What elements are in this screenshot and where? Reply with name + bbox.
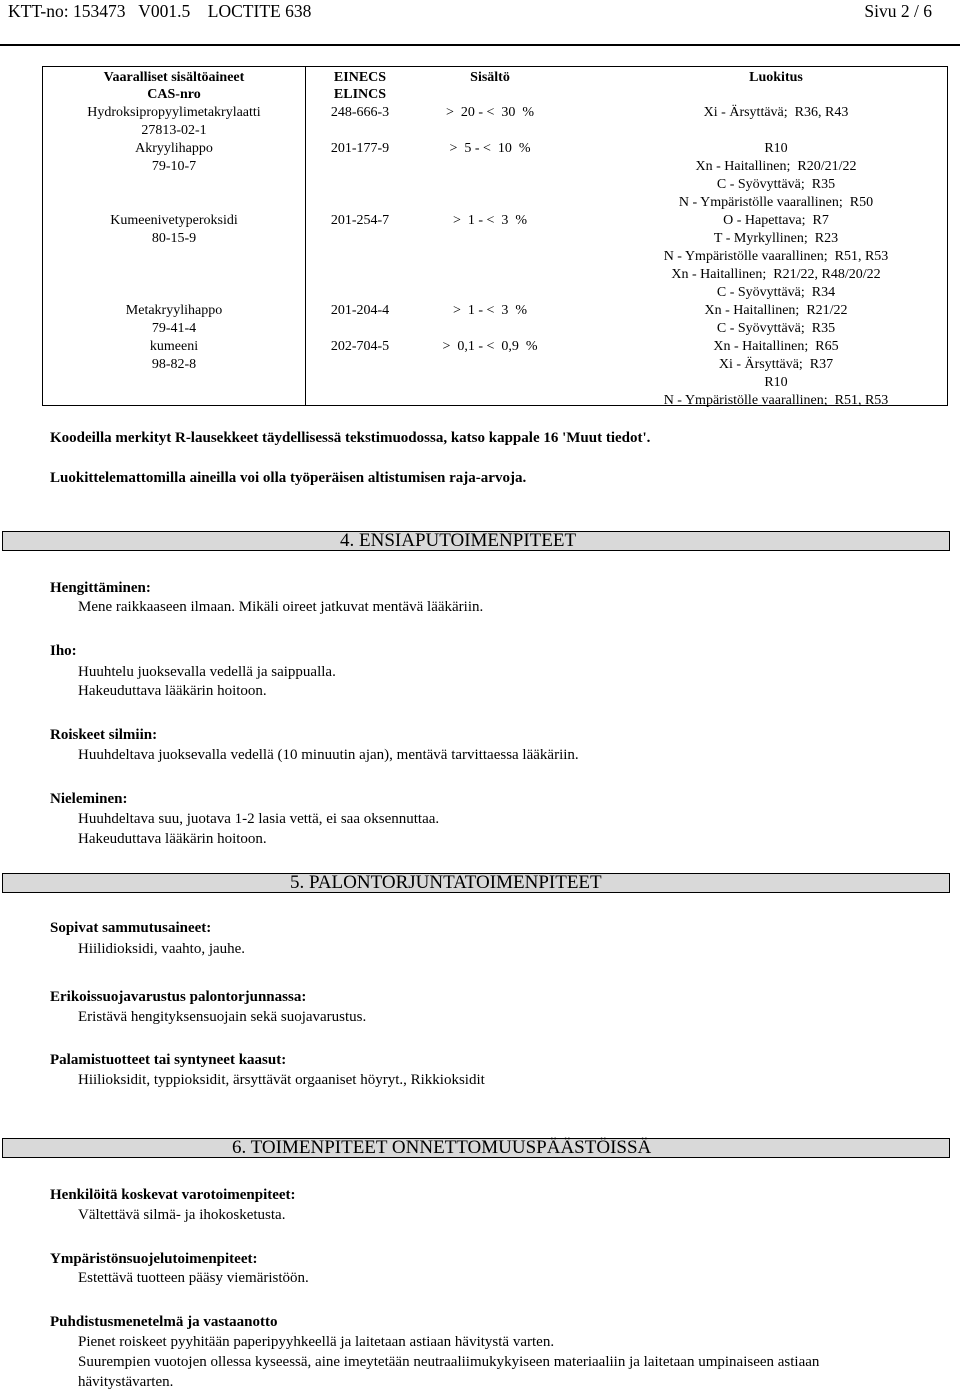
skin-label: Iho:: [50, 643, 77, 659]
ingestion-text: Hakeuduttava lääkärin hoitoon.: [78, 831, 267, 847]
substance-content: > 0,1 - < 0,9 %: [442, 339, 538, 354]
page-header: [8, 0, 952, 26]
substance-name: kumeeni: [149, 339, 199, 354]
substance-ec: 202-704-5: [330, 339, 390, 354]
substance-ec: 201-204-4: [330, 303, 390, 318]
substance-class: N - Ympäristölle vaarallinen; R51, R53: [663, 393, 889, 408]
substance-content: > 5 - < 10 %: [449, 141, 531, 156]
inhalation-label: Hengittäminen:: [50, 580, 151, 596]
header-elincs: ELINCS: [333, 87, 387, 102]
substance-class: C - Syövyttävä; R35: [716, 177, 836, 192]
header-substances: Vaaralliset sisältöaineet: [103, 70, 245, 85]
substance-ec: 201-254-7: [330, 213, 390, 228]
substance-class: Xi - Ärsyttävä; R37: [718, 357, 834, 372]
substance-class: R10: [764, 375, 788, 390]
substance-class: Xn - Haitallinen; R20/21/22: [695, 159, 857, 174]
header-classification: Luokitus: [749, 70, 803, 85]
substance-content: > 1 - < 3 %: [452, 303, 528, 318]
cleanup-text: Suurempien vuotojen ollessa kyseessä, aine imeytetään neutraaliimukykyiseen materiaaliin ja laitetaan umpinaiseen astiaan: [78, 1354, 820, 1370]
substance-class: N - Ympäristölle vaarallinen; R51, R53: [663, 249, 889, 264]
composition-table: [42, 66, 948, 406]
combustion-products-text: Hiilioksidit, typpioksidit, ärsyttävät orgaaniset höyryt., Rikkioksidit: [78, 1072, 485, 1088]
substance-class: Xi - Ärsyttävä; R36, R43: [703, 105, 849, 120]
substance-cas: 98-82-8: [151, 357, 197, 372]
substance-name: Kumeenivetyperoksidi: [110, 213, 238, 228]
environmental-precautions-text: Estettävä tuotteen pääsy viemäristöön.: [78, 1270, 309, 1286]
substance-ec: 201-177-9: [330, 141, 390, 156]
section-5-title: 5. PALONTORJUNTATOIMENPITEET: [290, 872, 602, 893]
protective-equipment-label: Erikoissuojavarustus palontorjunnassa:: [50, 989, 307, 1005]
cleanup-text: Pienet roiskeet pyyhitään paperipyyhkeellä ja laitetaan astiaan hävitystä varten.: [78, 1334, 555, 1350]
substance-cas: 79-10-7: [151, 159, 197, 174]
extinguishing-media-label: Sopivat sammutusaineet:: [50, 920, 212, 936]
header-content: Sisältö: [470, 70, 510, 85]
header-rule: [0, 44, 960, 46]
document-id: KTT-no: 153473 V001.5 LOCTITE 638: [8, 1, 312, 21]
substance-class: O - Hapettava; R7: [723, 213, 829, 228]
ingestion-label: Nieleminen:: [50, 791, 128, 807]
combustion-products-label: Palamistuotteet tai syntyneet kaasut:: [50, 1052, 287, 1068]
section-6-title: 6. TOIMENPITEET ONNETTOMUUSPÄÄSTÖISSÄ: [232, 1137, 652, 1158]
eyes-text: Huuhdeltava juoksevalla vedellä (10 minuutin ajan), mentävä tarvittaessa lääkäriin.: [78, 747, 579, 763]
unclassified-note: Luokittelemattomilla aineilla voi olla työperäisen altistumisen raja-arvoja.: [50, 470, 527, 486]
eyes-label: Roiskeet silmiin:: [50, 727, 158, 743]
ingestion-text: Huuhdeltava suu, juotava 1-2 lasia vettä, ei saa oksennuttaa.: [78, 811, 440, 827]
substance-name: Metakryylihappo: [125, 303, 223, 318]
inhalation-text: Mene raikkaaseen ilmaan. Mikäli oireet jatkuvat mentävä lääkäriin.: [78, 599, 484, 615]
page-number: Sivu 2 / 6: [864, 1, 932, 21]
substance-ec: 248-666-3: [330, 105, 390, 120]
substance-class: Xn - Haitallinen; R21/22, R48/20/22: [671, 267, 881, 282]
skin-text: Huuhtelu juoksevalla vedellä ja saippualla.: [78, 664, 336, 680]
extinguishing-media-text: Hiilidioksidi, vaahto, jauhe.: [78, 941, 246, 957]
skin-text: Hakeuduttava lääkärin hoitoon.: [78, 683, 267, 699]
substance-class: Xn - Haitallinen; R21/22: [704, 303, 848, 318]
substance-name: Akryylihappo: [135, 141, 213, 156]
section-4-title: 4. ENSIAPUTOIMENPITEET: [340, 530, 577, 551]
substance-content: > 20 - < 30 %: [445, 105, 535, 120]
substance-cas: 80-15-9: [151, 231, 197, 246]
substance-class: C - Syövyttävä; R35: [716, 321, 836, 336]
substance-name: Hydroksipropyylimetakrylaatti: [87, 105, 261, 120]
environmental-precautions-label: Ympäristönsuojelutoimenpiteet:: [50, 1251, 258, 1267]
cleanup-label: Puhdistusmenetelmä ja vastaanotto: [50, 1314, 278, 1330]
personal-precautions-label: Henkilöitä koskevat varotoimenpiteet:: [50, 1187, 296, 1203]
cleanup-text: hävitystävarten.: [78, 1374, 174, 1390]
r-phrases-note: Koodeilla merkityt R-lausekkeet täydellisessä tekstimuodossa, katso kappale 16 'Muut tiedot'.: [50, 430, 651, 446]
substance-class: Xn - Haitallinen; R65: [713, 339, 839, 354]
protective-equipment-text: Eristävä hengityksensuojain sekä suojavarustus.: [78, 1009, 367, 1025]
substance-content: > 1 - < 3 %: [452, 213, 528, 228]
substance-class: R10: [764, 141, 788, 156]
substance-class: N - Ympäristölle vaarallinen; R50: [678, 195, 874, 210]
header-cas: CAS-nro: [147, 87, 201, 102]
header-einecs: EINECS: [333, 70, 387, 85]
substance-class: C - Syövyttävä; R34: [716, 285, 836, 300]
substance-cas: 79-41-4: [151, 321, 197, 336]
personal-precautions-text: Vältettävä silmä- ja ihokosketusta.: [78, 1207, 286, 1223]
substance-cas: 27813-02-1: [141, 123, 207, 138]
substance-class: T - Myrkyllinen; R23: [713, 231, 839, 246]
